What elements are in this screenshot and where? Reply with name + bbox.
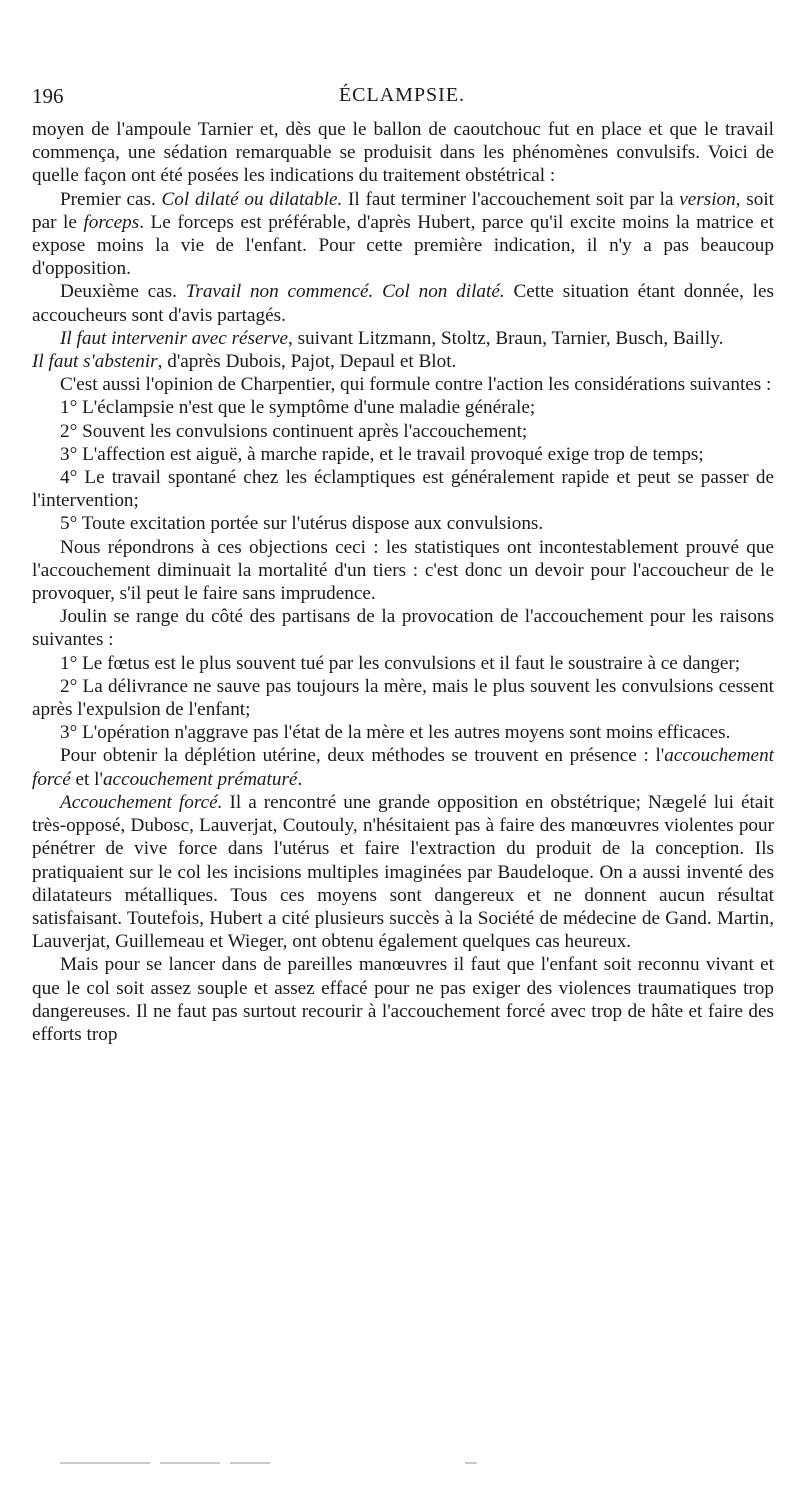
paragraph xyxy=(32,350,774,373)
smudge-mark xyxy=(465,1462,477,1464)
text-run: et l' xyxy=(70,768,103,790)
text-run: . Le forceps est préférable, d'après Hubert, parce qu'il excite moins la matrice et expose moins la vie de l'enfant. Pour cette première indication, il n'y a pas beaucoup d'opposition. xyxy=(32,211,774,280)
list-item: 3° L'affection est aiguë, à marche rapide, et le travail provoqué exige trop de temps; xyxy=(60,443,704,465)
running-title: ÉCLAMPSIE. xyxy=(338,84,466,106)
text-run: Il a rencontré une grande opposition en obstétrique; Nægelé lui était très-opposé, Dubosc, Lauverjat, Coutouly, n'hésitaient pas à faire des manœuvres violentes pour pénétrer de vive force dans l'utérus et faire l'extraction du produit de la conception. Ils pratiquaient sur le col les incisions multiples imaginées par Baudeloque. On a aussi inventé des dilatateurs métalliques. Tous ces moyens sont dangereux et ne donnent aucun résultat satisfaisant. Toutefois, Hubert a cité plusieurs succès à la Société de médecine de Gand. Martin, Lauverjat, Guillemeau et Wieger, ont obtenu également quelques cas heureux. xyxy=(32,791,775,953)
italic-run: accouchement prématuré xyxy=(102,768,298,790)
text-run: Il faut terminer l'accouchement soit par la xyxy=(342,188,680,210)
text-run: Pour obtenir la déplétion utérine, deux méthodes se trouvent en présence : l' xyxy=(60,745,665,767)
page-number: 196 xyxy=(32,84,64,108)
list-item: 4° Le travail spontané chez les éclamptiques est généralement rapide et peut se passer de l'intervention; xyxy=(32,467,774,512)
paragraph xyxy=(32,744,774,790)
paragraph: moyen de l'ampoule Tarnier et, dès que le ballon de caoutchouc fut en place et que le travail commença, une sédation remarquable se produisit dans les phénomènes convulsifs. Voici de quelle façon ont été posées les indications du traitement obstétrical : xyxy=(32,119,774,187)
list-item: 1° Le fœtus est le plus souvent tué par les convulsions et il faut le soustraire à ce danger; xyxy=(60,652,741,674)
italic-run: Travail non commencé. Col non dilaté. xyxy=(185,281,505,303)
list-item: 2° Souvent les convulsions continuent après l'accouchement; xyxy=(60,420,528,442)
page-header xyxy=(32,84,772,114)
paragraph: C'est aussi l'opinion de Charpentier, qui formule contre l'action les considérations suivantes : xyxy=(60,374,772,396)
italic-run: Il faut intervenir avec réserve xyxy=(60,327,289,349)
smudge-mark xyxy=(230,1462,270,1464)
italic-run: Il faut s'abstenir xyxy=(32,351,158,373)
list-item: 3° L'opération n'aggrave pas l'état de la mère et les autres moyens sont moins efficaces. xyxy=(60,722,731,744)
paragraph xyxy=(32,280,774,326)
paragraph: Nous répondrons à ces objections ceci : les statistiques ont incontestablement prouvé que l'accouchement diminuait la mortalité d'un tiers : c'est donc un devoir pour l'accoucheur de le provoquer, s'il peut le faire sans imprudence. xyxy=(32,536,774,605)
italic-run: version xyxy=(679,188,736,210)
text-run: . xyxy=(297,768,303,790)
paragraph xyxy=(32,791,774,953)
smudge-mark xyxy=(60,1462,150,1464)
list-item: 2° La délivrance ne sauve pas toujours la mère, mais le plus souvent les convulsions cessent après l'expulsion de l'enfant; xyxy=(32,675,774,721)
italic-run: Accouchement forcé. xyxy=(60,791,223,813)
text-run: , suivant Litzmann, Stoltz, Braun, Tarnier, Busch, Bailly. xyxy=(288,327,724,349)
italic-run: Col dilaté ou dilatable. xyxy=(161,188,343,210)
list-item: 5° Toute excitation portée sur l'utérus dispose aux convulsions. xyxy=(60,513,544,535)
body-text xyxy=(32,118,774,1046)
paragraph xyxy=(32,327,774,350)
text-run: , d'après Dubois, Pajot, Depaul et Blot. xyxy=(157,351,457,373)
paragraph: Mais pour se lancer dans de pareilles manœuvres il faut que l'enfant soit reconnu vivant et que le col soit assez souple et assez effacé pour ne pas exiger des violences traumatiques trop dangereuses. Il ne faut pas surtout recourir à l'accouchement forcé avec trop de hâte et faire des efforts trop xyxy=(32,954,774,1045)
paragraph xyxy=(32,188,774,281)
paragraph: Joulin se range du côté des partisans de la provocation de l'accouchement pour les raisons suivantes : xyxy=(32,606,774,651)
print-smudge xyxy=(60,1462,480,1468)
italic-run: forceps xyxy=(83,211,140,233)
text-run: Deuxième cas. xyxy=(60,281,186,303)
italic-run: accouchement forcé xyxy=(32,745,774,790)
list-item: 1° L'éclampsie n'est que le symptôme d'une maladie générale; xyxy=(60,397,536,419)
text-run: , soit par le xyxy=(32,188,774,233)
text-run: Cette situation étant donnée, les accoucheurs sont d'avis partagés. xyxy=(32,281,774,326)
smudge-mark xyxy=(160,1462,220,1464)
text-run: Premier cas. xyxy=(60,188,162,210)
